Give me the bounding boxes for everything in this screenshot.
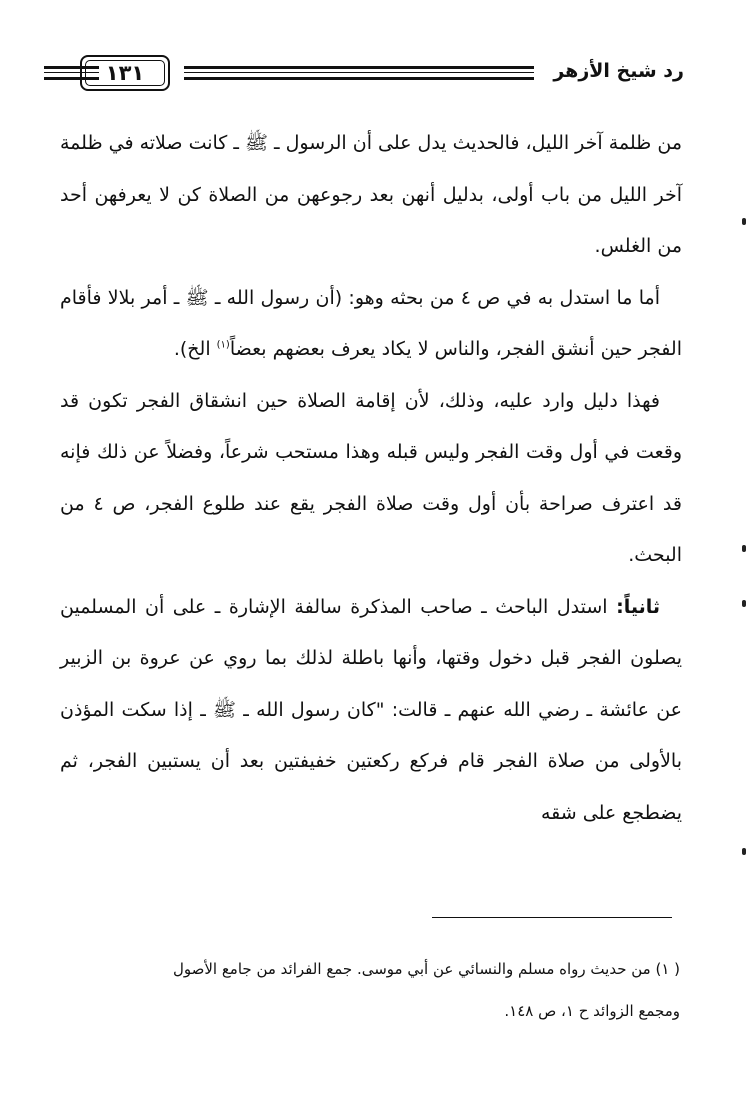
running-title: رد شيخ الأزهر [553,60,684,82]
paragraph-2 [60,273,682,376]
main-text [60,118,682,839]
paragraph-2-text: أما ما استدل به في ص ٤ من بحثه وهو: (أن رسول الله ـ ﷺ ـ أمر بلالا فأقام الفجر حين أنشق الفجر، والناس لا يكاد يعرف بعضهم بعضاً [60,286,682,360]
footnote-reference[interactable]: (١) [216,339,230,351]
paragraph-2-tail: الخ). [173,338,217,360]
footnote-line-1: ( ١) من حديث رواه مسلم والنسائي عن أبي موسى. جمع الفرائد من جامع الأصول [172,960,680,978]
paragraph-4 [60,582,682,840]
section-lead: ثانياً: [616,595,660,618]
paragraph-3: فهذا دليل وارد عليه، وذلك، لأن إقامة الصلاة حين انشقاق الفجر تكون قد وقعت في أول وقت الفجر وليس قبله وهذا مستحب شرعاً، وفضلاً عن ذلك فإنه قد اعترف صراحة بأن أول وقت صلاة الفجر يقع عند طلوع الفجر، ص ٤ من البحث. [60,389,682,566]
page-number-text: ١٣١ [105,61,145,85]
scan-edge-mark [742,848,746,855]
scan-edge-mark [742,600,746,607]
footnote-line-2: ومجمع الزوائد ح ١، ص ١٤٨. [504,1002,680,1020]
scan-edge-mark [742,218,746,225]
page-header [46,52,684,102]
header-rule [184,66,534,80]
paragraph-4-text: استدل الباحث ـ صاحب المذكرة سالفة الإشارة ـ على أن المسلمين يصلون الفجر قبل دخول وقتها، وأنها باطلة لذلك بما روي عن عروة بن الزبير عن عائشة ـ رضي الله عنهم ـ قالت: "كان رسول الله ـ ﷺ ـ إذا سكت المؤذن بالأولى من صلاة الفجر قام فركع ركعتين خفيفتين بعد أن يستبين الفجر، ثم يضطجع على شقه [60,595,682,824]
footnote-separator [432,917,672,918]
footnotes [48,948,680,1032]
scan-edge-mark [742,545,746,552]
paragraph-1: من ظلمة آخر الليل، فالحديث يدل على أن الرسول ـ ﷺ ـ كانت صلاته في ظلمة آخر الليل من باب أولى، بدليل أنهن بعد رجوعهن من الصلاة كن لا يعرفهن أحد من الغلس. [60,132,682,257]
page-number [80,55,170,91]
